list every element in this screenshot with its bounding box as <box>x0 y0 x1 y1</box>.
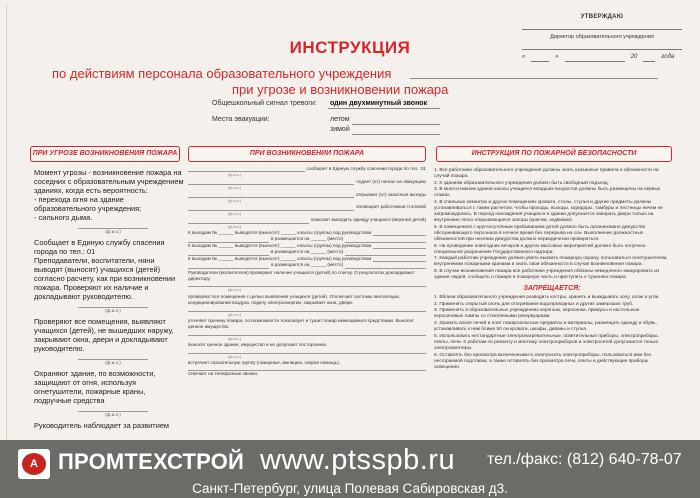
fire-row-line <box>188 331 426 336</box>
forbid-item: 3. Применять в образовательных учреждениях керогазы, керосинки, примусы и настольные керосиновые лампы со стеклянными резервуарами. <box>434 308 640 320</box>
page-title: ИНСТРУКЦИЯ <box>289 38 411 57</box>
fio-caption: (ф.и.о.) <box>228 336 242 341</box>
alarm-line <box>328 108 440 109</box>
fio-caption: (ф.и.о.) <box>228 312 242 317</box>
evac-summer-line <box>352 124 440 125</box>
threat-paragraph: Охраняют здание, по возможности, защищают от огня, используя огнетушители, пожарные краны, подручные средства <box>34 369 156 405</box>
safety-item: 8. В случае возникновения пожара все работники учреждения обязаны немедленно эвакуировать из здания людей, сообщить о пожаре в пожарную часть и приступить к тушению пожара. <box>434 269 660 281</box>
forbid-title: ЗАПРЕЩАЕТСЯ: <box>523 285 581 293</box>
fire-row: в размещается на ______ (место) <box>188 249 426 255</box>
fire-row: помогает выводить одежду учащихся (верхней детей) <box>188 217 426 223</box>
col-fire-header: ПРИ ВОЗНИКНОВЕНИИ ПОЖАРА <box>188 146 426 162</box>
fire-row: открывает (от) запасные выходы <box>188 192 426 198</box>
evac-summer: летом <box>330 116 350 123</box>
threat-paragraph: Преподаватели, воспитатели, няни выводят (выносят) учащихся (детей) согласно расчету, как при возникновении пожара. Проверяют их наличие и докладывают руководителю. <box>34 256 176 301</box>
col-safety-header: ИНСТРУКЦИЯ ПО ПОЖАРНОЙ БЕЗОПАСНОСТИ <box>436 146 672 162</box>
subtitle-1: по действиям персонала образовательного учреждения <box>52 66 392 81</box>
fio-caption: (ф.и.о.) <box>228 354 242 359</box>
fio-caption: (ф.и.о.) <box>228 211 242 216</box>
fire-row: подает (от) сигнал на эвакуацию <box>188 179 426 185</box>
threat-paragraph: Руководитель наблюдает за развитием <box>34 421 170 430</box>
fire-row-line <box>188 307 426 312</box>
forbid-item: 5. Использовать нестандартные электронагревательные, осветительные приборы, электроприборы, плиты, печи. К работам по ремонту и монтажу электроприборов и электросетей допускаются только электромонтеры. <box>434 333 659 351</box>
fire-row: уточняет причину пожара, по возможности локализует и тушит пожар имеющимися средствами. Выносит ценное имущество. <box>188 317 414 330</box>
signature-caption: (ф.и.о.) <box>78 411 148 418</box>
logo-mark: А <box>22 453 46 475</box>
fire-row: Руководители (воспитатели) проверяют наличие учащихся (детей) по списку. О результатах докладывают директору. <box>188 269 415 281</box>
threat-paragraph: Момент угрозы - возникновение пожара на соседних с образовательным учреждением зданиях, когда есть вероятность: <box>34 168 184 195</box>
company-logo <box>18 449 50 479</box>
evac-winter: зимой <box>330 126 350 133</box>
subtitle-2: при угрозе и возникновении пожара <box>232 82 449 97</box>
fire-row: выносят ценное здание, имущество и не допускает посторонних. <box>188 342 328 348</box>
subtitle-1-line <box>410 78 658 79</box>
safety-item: 4. В спальных комнатах и других помещениях кровати, столы, стулья и другие предметы должны устанавливаться с таким расчетом, чтобы проходы, выходы, коридоры, тамбуры и лестницы ничем не загромождались. В период нахождения учащихся в здании допускается запирать двери только на внутренние легко открывающиеся запоры (крючки, задвижки). <box>434 199 663 224</box>
fire-row: в размещается на ______ (место) <box>188 262 426 268</box>
threat-column <box>34 168 184 430</box>
alarm-label: Общешкольный сигнал тревоги: <box>212 100 317 107</box>
threat-paragraph: - перехода огня на здание образовательного учреждения; <box>34 195 142 213</box>
forbid-item: 6. Оставлять без присмотра включенными в электросеть электроприборы, пользоваться ими без несгораемой подставки, а также оставлять без присмотра печи, плиты и действующие приборы освещения. <box>434 352 651 370</box>
approve-line-1 <box>522 22 682 30</box>
fire-column <box>188 166 426 378</box>
threat-paragraph: Сообщает в Единую службу спасения города по тел.: 01 <box>34 238 165 256</box>
fire-row: отвечает на телефонные звонки. <box>188 371 259 377</box>
evac-label: Места эвакуации: <box>212 116 270 123</box>
brand-name: ПРОМТЕХСТРОЙ <box>58 449 245 474</box>
date-suffix: года <box>661 54 675 60</box>
safety-item: 6. На проведение новогодних вечеров и других массовых мероприятий должно быть получено специальное разрешение Государственного надзора. <box>434 243 646 255</box>
fio-caption: (ф.и.о.) <box>228 224 242 229</box>
signature-caption: (ф.и.о.) <box>78 307 148 314</box>
phone-number: тел./факс: (812) 640-78-07 <box>487 451 682 468</box>
fire-row-line <box>188 349 426 354</box>
company-address: Санкт-Петербург, улица Полевая Сабировская д3. <box>192 481 508 496</box>
fire-row: оповещает работников столовой <box>188 204 426 210</box>
threat-paragraph: Проверяют все помещения, выявляют учащихся (детей), не вышедших наружу, закрывают окна, двери и докладывают руководителю. <box>34 317 174 353</box>
fire-row: К выходам № ______ выводятся (выносят) ______ классы (группы) под руководством <box>188 243 426 249</box>
fio-caption: (ф.и.о.) <box>228 199 242 204</box>
threat-paragraph: - сильного дыма. <box>34 213 93 222</box>
signature-caption: (ф.и.о.) <box>78 228 148 235</box>
signature-caption: (ф.и.о.) <box>78 359 148 366</box>
safety-item: 7. Каждый работник учреждения должен уметь вызвать пожарную охрану, пользоваться огнетушителем, внутренними пожарными кранами и знать свои обязанности в случае возникновения пожара. <box>434 256 668 268</box>
fire-row: встречает спасательную группу (пожарные, милицию, скорая помощь). <box>188 359 341 365</box>
forbid-item: 4. Хранить возле печей и плит пожароопасные предметы и материалы, размещать одежду и обувь, устанавливать к ним ближе 50 см кровати, шкафы, диваны и стулья. <box>434 321 657 333</box>
fio-caption: (ф.и.о.) <box>228 173 242 178</box>
safety-column <box>434 168 670 371</box>
forbid-item: 1. Вблизи образовательного учреждения разводить костры, хранить и выкидывать золу, шлак и угли. <box>434 295 660 301</box>
fire-row: проверяют все помещения с целью выявления учащихся (детей). Отключает системы вентиляции, кондиционирования воздуха, подачу электроэнергии, закрывает окна, двери. <box>188 293 400 306</box>
date-year: 20 <box>630 54 638 60</box>
col-threat-header: ПРИ УГРОЗЕ ВОЗНИКНОВЕНИЯ ПОЖАРА <box>30 146 180 162</box>
date-close: » <box>555 54 559 60</box>
approve-role: Директор образовательного учреждения <box>550 34 654 40</box>
alarm-value: один двухминутный звонок <box>330 100 428 107</box>
date-open: « <box>522 54 526 60</box>
fio-caption: (ф.и.о.) <box>228 186 242 191</box>
fire-row: К выходам № ______ выводятся (выносят) ______ классы (группы) под руководством <box>188 230 426 236</box>
evac-winter-line <box>352 134 440 135</box>
approve-title: УТВЕРЖДАЮ <box>580 14 624 20</box>
safety-item: 2. К зданиям образовательного учреждения должен быть свободный подъезд. <box>434 180 609 186</box>
safety-item: 3. В многоэтажном здании школы учащиеся младших возрастов должны быть размещены на первых этажах. <box>434 187 661 199</box>
safety-item: 5. В помещениях с круглосуточным пребыванием детей должно быть организовано дежурство обслуживающего персонала в ночное время без перерыва на сон. Выполнение должностных обязанностей при несении дежурства должно периодически проверяться. <box>434 224 646 243</box>
promo-banner <box>0 440 700 498</box>
fio-caption: (ф.и.о.) <box>228 288 242 293</box>
fire-row-line <box>188 282 426 287</box>
forbid-item: 2. Применять открытый огонь для отогревания водопроводных и других замерзших труб. <box>434 301 634 307</box>
safety-item: 1. Все работники образовательного учреждения должны знать указанные правила и обязанности на случай пожара. <box>434 168 659 180</box>
fire-row: в размещается на ______ (место) <box>188 236 426 242</box>
website-link[interactable]: www.ptsspb.ru <box>260 444 456 476</box>
fire-row: К выходам № ______ выводятся (выносят) ______ классы (группы) под руководством <box>188 256 426 262</box>
fire-row: сообщает в Единую службу спасения города по тел.: 01 <box>188 166 426 172</box>
